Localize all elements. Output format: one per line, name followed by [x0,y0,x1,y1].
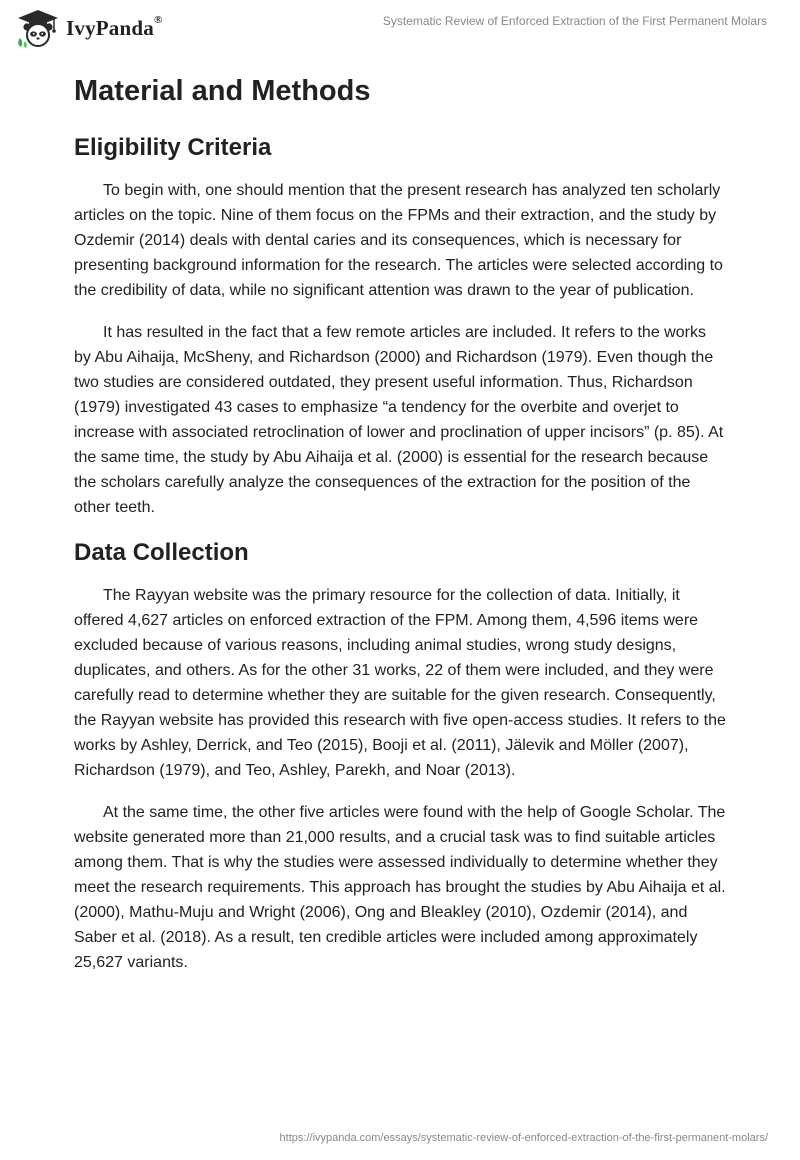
ivypanda-logo[interactable] [16,8,162,48]
paragraph: The Rayyan website was the primary resource for the collection of data. Initially, it offered 4,627 articles on enforced extraction of the FPM. Among them, 4,596 items were excluded because of various reasons, including animal studies, wrong study designs, duplicates, and others. As for the other 31 works, 22 of them were included, and they were carefully read to determine whether they are suitable for the given research. Consequently, the Rayyan website has provided this research with five open-access studies. It refers to the works by Ashley, Derrick, and Teo (2015), Booji et al. (2011), Jälevik and Möller (2007), Richardson (1979), and Teo, Ashley, Parekh, and Noar (2013). [74,587,726,779]
paragraph: To begin with, one should mention that the present research has analyzed ten scholarly articles on the topic. Nine of them focus on the FPMs and their extraction, and the study by Ozdemir (2014) deals with dental caries and its consequences, which is necessary for presenting background information for the research. The articles were selected according to the credibility of data, while no significant attention was drawn to the year of publication. [74,182,723,299]
article-body [74,72,726,992]
logo-wordmark: IvyPanda [66,15,154,40]
paragraph: At the same time, the other five articles were found with the help of Google Scholar. The website generated more than 21,000 results, and a crucial task was to find suitable articles among them. That is why the studies were assessed individually to determine whether they meet the research requirements. This approach has brought the studies by Abu Aihaija et al. (2000), Mathu-Muju and Wright (2006), Ong and Bleakley (2010), Ozdemir (2014), and Saber et al. (2018). As a result, ten credible articles were included among approximately 25,627 variants. [74,804,726,971]
source-url[interactable]: https://ivypanda.com/essays/systematic-review-of-enforced-extraction-of-the-first-permanent-molars/ [279,1132,768,1144]
paragraph: It has resulted in the fact that a few remote articles are included. It refers to the works by Abu Aihaija, McSheny, and Richardson (2000) and Richardson (1979). Even though the two studies are considered outdated, they present useful information. Thus, Richardson (1979) investigated 43 cases to emphasize “a tendency for the overbite and overjet to increase with associated retroclination of lower and proclination of upper incisors” (p. 85). At the same time, the study by Abu Aihaija et al. (2000) is essential for the research because the scholars carefully analyze the consequences of the extraction for the position of the other teeth. [74,324,724,516]
logo-text [66,13,163,41]
section-heading-data-collection: Data Collection [74,539,249,566]
registered-mark: ® [153,13,163,26]
section-heading-eligibility: Eligibility Criteria [74,134,272,161]
page-header [0,0,800,60]
panda-graduation-cap-icon [16,8,60,48]
page-title: Material and Methods [74,75,371,107]
document-title: Systematic Review of Enforced Extraction of the First Permanent Molars [382,14,767,28]
